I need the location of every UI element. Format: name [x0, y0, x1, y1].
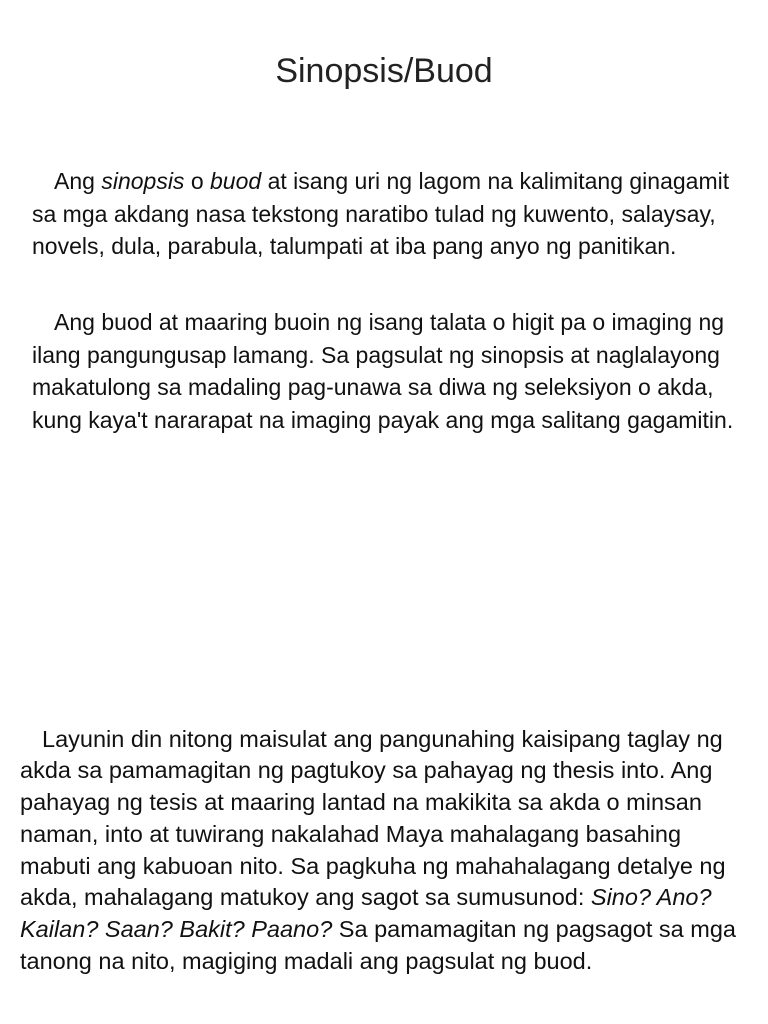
- questions-italic: Sino? Ano? Kailan? Saan? Bakit? Paano?: [20, 884, 712, 943]
- term-sinopsis: sinopsis: [101, 168, 185, 194]
- paragraph-intro: [32, 165, 747, 263]
- text-run: o: [184, 168, 211, 194]
- text-run: Ang buod at maaring buoin ng isang talata o higit pa o imaging ng ilang pangungusap lamang. Sa pagsulat ng sinopsis at naglalayong makatulong sa madaling pag-unawa sa diwa ng seleksiyon o akda, kung kaya't nararapat na imaging payak ang mga salitang gagamitin.: [32, 309, 734, 433]
- text-run: Ang: [54, 168, 102, 194]
- term-buod: buod: [210, 168, 262, 194]
- paragraph-layunin: [20, 724, 745, 978]
- page-title: Sinopsis/Buod: [275, 52, 493, 90]
- text-run: Layunin din nitong maisulat ang pangunahing kaisipang taglay ng akda sa pamamagitan ng pagtukoy sa pahayag ng thesis into. Ang pahayag ng tesis at maaring lantad na makikita sa akda o minsan naman, into at tuwirang nakalahad Maya mahalagang basahing mabuti ang kabuoan nito. Sa pagkuha ng mahahalagang detalye ng akda, mahalagang matukoy ang sagot sa sumusunod:: [20, 725, 726, 911]
- text-run: at isang uri ng lagom na kalimitang ginagamit sa mga akdang nasa tekstong naratibo tulad ng kuwento, salaysay, novels, dula, parabula, talumpati at iba pang anyo ng panitikan.: [32, 168, 730, 259]
- paragraph-buod: [32, 306, 747, 436]
- text-run: Sa pamamagitan ng pagsagot sa mga tanong na nito, magiging madali ang pagsulat ng buod.: [20, 916, 736, 975]
